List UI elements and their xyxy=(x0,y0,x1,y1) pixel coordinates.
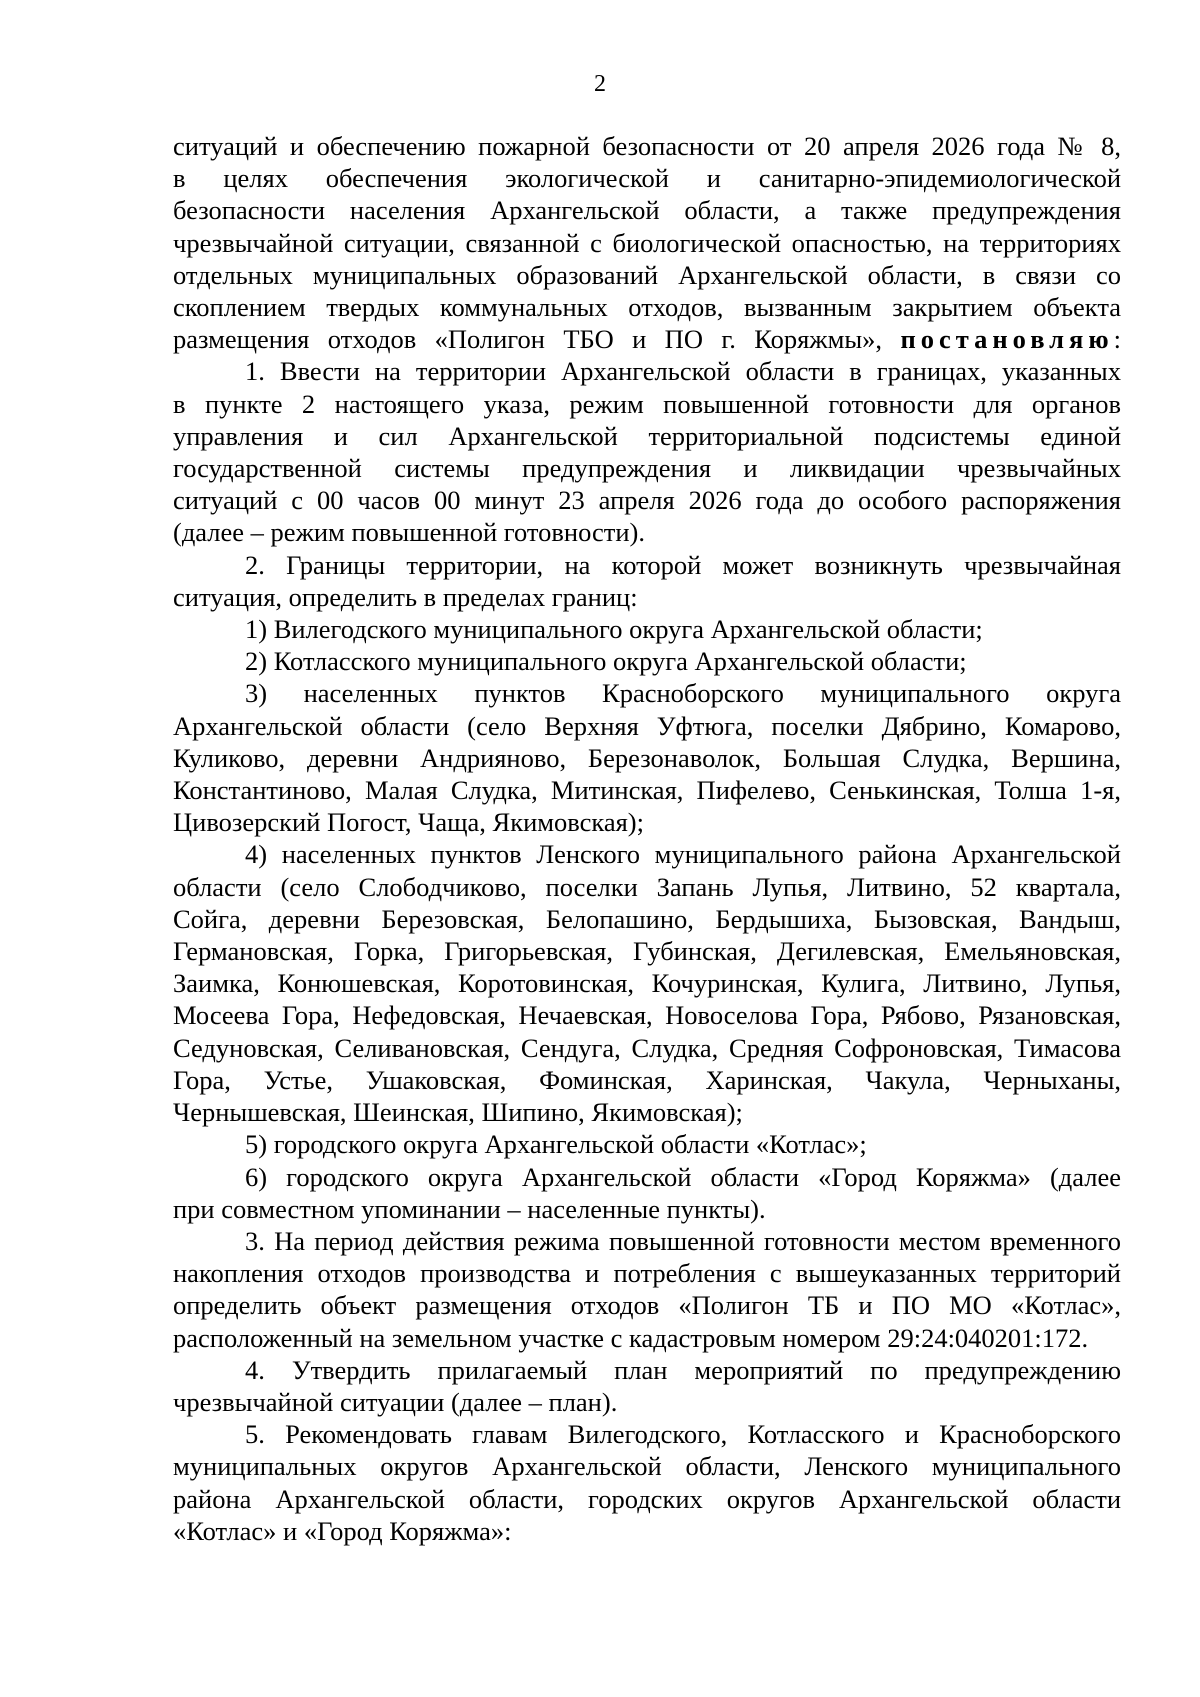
subitem-6 xyxy=(173,1161,1121,1225)
item-3 xyxy=(173,1225,1121,1354)
text-line: Куликово, деревни Андрияново, Березонаволок, Большая Слудка, Вершина, xyxy=(173,742,1121,773)
text-line: 3. На период действия режима повышенной готовности местом временного xyxy=(245,1225,1121,1256)
text-line: области (село Слободчиково, поселки Запань Лупья, Литвино, 52 квартала, xyxy=(173,871,1121,902)
text-line: чрезвычайной ситуации (далее – план). xyxy=(173,1386,618,1417)
text-line: муниципальных округов Архангельской области, Ленского муниципального xyxy=(173,1451,1121,1482)
text-line: Сойга, деревни Березовская, Белопашино, Бердышиха, Бызовская, Вандыш, xyxy=(173,903,1121,934)
text-line: (далее – режим повышенной готовности). xyxy=(173,517,645,548)
text-line: района Архангельской области, городских округов Архангельской области xyxy=(173,1483,1121,1514)
text-line: Заимка, Конюшевская, Коротовинская, Кочуринская, Кулига, Литвино, Лупья, xyxy=(173,968,1121,999)
text-line: расположенный на земельном участке с кадастровым номером 29:24:040201:172. xyxy=(173,1322,1089,1353)
document-body xyxy=(173,130,1121,1547)
text-line: отдельных муниципальных образований Архангельской области, в связи со xyxy=(173,259,1121,290)
text-line: управления и сил Архангельской территориальной подсистемы единой xyxy=(173,420,1121,451)
text-line: определить объект размещения отходов «Полигон ТБ и ПО МО «Котлас», xyxy=(173,1290,1121,1321)
text-line: Константиново, Малая Слудка, Митинская, Пифелево, Сенькинская, Толша 1-я, xyxy=(173,775,1121,806)
text-line: 4) населенных пунктов Ленского муниципального района Архангельской xyxy=(245,839,1121,870)
text-line: Чернышевская, Шеинская, Шипино, Якимовская); xyxy=(173,1097,743,1128)
text-line: ситуаций и обеспечению пожарной безопасности от 20 апреля 2026 года № 8, xyxy=(173,131,1121,161)
text-line: государственной системы предупреждения и ликвидации чрезвычайных xyxy=(173,453,1121,484)
text-line: при совместном упоминании – населенные пункты). xyxy=(173,1193,766,1224)
text-line: 6) городского округа Архангельской области «Город Коряжма» (далее xyxy=(245,1161,1121,1192)
page-number: 2 xyxy=(594,71,606,97)
text-line-part: : xyxy=(1113,324,1121,355)
text-line: Архангельской области (село Верхняя Уфтюга, поселки Дябрино, Комарово, xyxy=(173,710,1121,741)
text-line xyxy=(173,323,1121,355)
text-line: накопления отходов производства и потребления с вышеуказанных территорий xyxy=(173,1258,1121,1289)
text-line: в пункте 2 настоящего указа, режим повышенной готовности для органов xyxy=(173,388,1121,419)
text-line: 3) населенных пунктов Красноборского муниципального округа xyxy=(245,678,1121,709)
text-line-part: размещения отходов «Полигон ТБО и ПО г. Коряжмы», xyxy=(173,324,901,355)
subitem-2: 2) Котласского муниципального округа Архангельской области; xyxy=(245,646,967,677)
text-line: Мосеева Гора, Нефедовская, Нечаевская, Новоселова Гора, Рябово, Рязановская, xyxy=(173,1000,1121,1031)
text-line: 5. Рекомендовать главам Вилегодского, Котласского и Красноборского xyxy=(245,1419,1121,1450)
item-5 xyxy=(173,1418,1121,1547)
text-line: 1. Ввести на территории Архангельской области в границах, указанных xyxy=(245,356,1121,387)
subitem-5: 5) городского округа Архангельской области «Котлас»; xyxy=(245,1129,867,1160)
text-line: Гора, Устье, Ушаковская, Фоминская, Харинская, Чакула, Черныханы, xyxy=(173,1064,1121,1095)
text-line: «Котлас» и «Город Коряжма»: xyxy=(173,1515,512,1546)
text-line: 4. Утвердить прилагаемый план мероприятий по предупреждению xyxy=(245,1354,1121,1385)
text-line: 2. Границы территории, на которой может возникнуть чрезвычайная xyxy=(245,549,1121,580)
item-2 xyxy=(173,549,1121,1225)
text-line: чрезвычайной ситуации, связанной с биологической опасностью, на территориях xyxy=(173,227,1121,258)
text-line: Германовская, Горка, Григорьевская, Губинская, Дегилевская, Емельяновская, xyxy=(173,936,1121,967)
text-line: в целях обеспечения экологической и санитарно-эпидемиологической xyxy=(173,163,1121,194)
decree-word: постановляю xyxy=(900,324,1114,355)
text-line: Цивозерский Погост, Чаща, Якимовская); xyxy=(173,807,644,838)
text-line: Седуновская, Селивановская, Сендуга, Слудка, Средняя Софроновская, Тимасова xyxy=(173,1032,1121,1063)
text-line: ситуаций с 00 часов 00 минут 23 апреля 2026 года до особого распоряжения xyxy=(173,485,1121,516)
text-line: скоплением твердых коммунальных отходов, вызванным закрытием объекта xyxy=(173,292,1121,323)
intro-paragraph xyxy=(173,130,1121,355)
item-4 xyxy=(173,1354,1121,1418)
item-1 xyxy=(173,355,1121,548)
text-line: безопасности населения Архангельской области, а также предупреждения xyxy=(173,195,1121,226)
subitem-1: 1) Вилегодского муниципального округа Архангельской области; xyxy=(245,614,983,645)
text-line: ситуация, определить в пределах границ: xyxy=(173,581,638,612)
subitem-4 xyxy=(173,838,1121,1128)
subitem-3 xyxy=(173,677,1121,838)
